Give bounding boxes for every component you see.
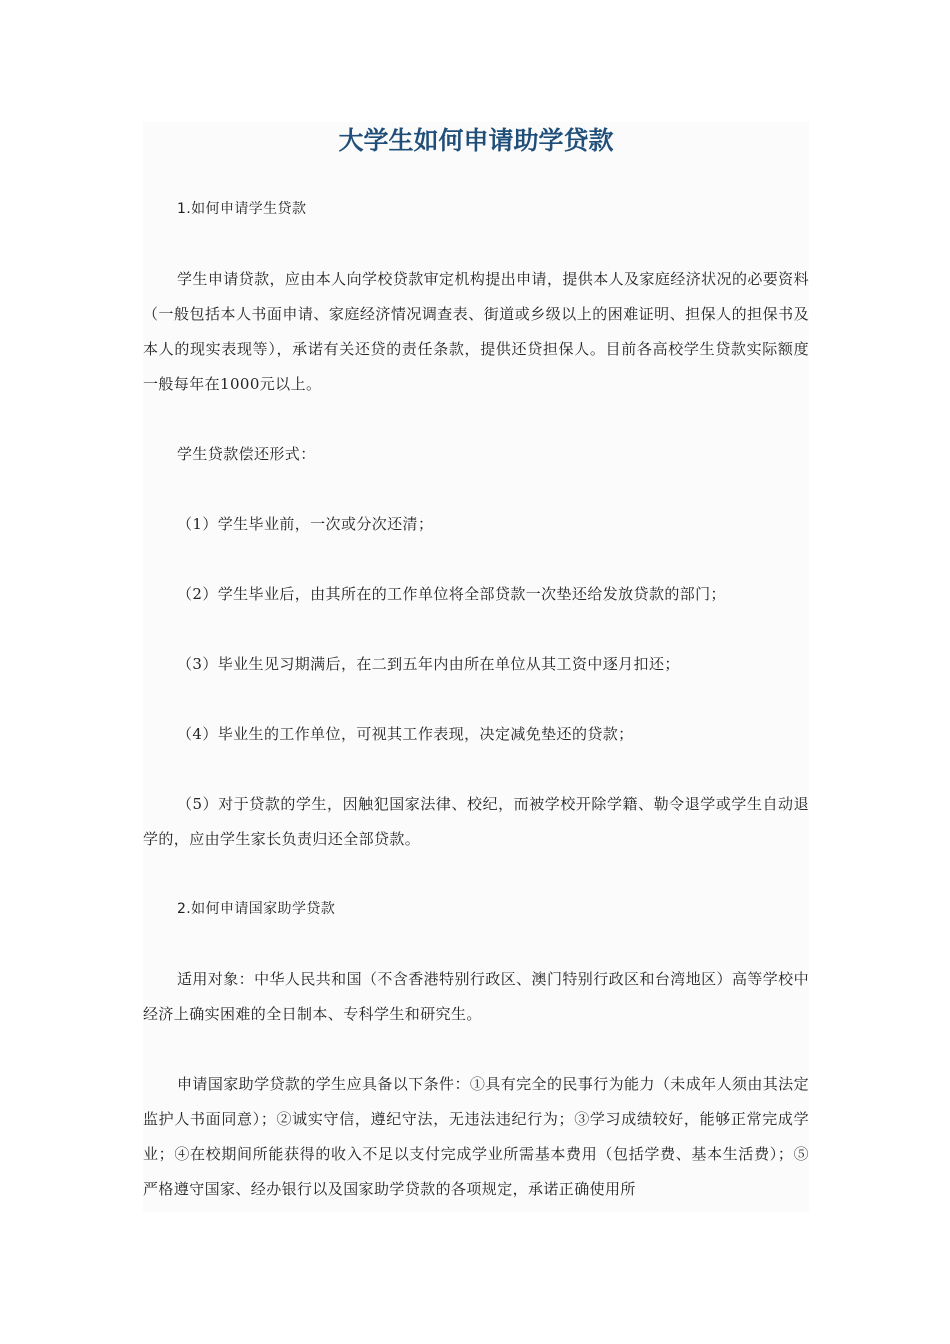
list-item-repayment-4: （4）毕业生的工作单位，可视其工作表现，决定减免垫还的贷款； [177,725,634,743]
list-item-repayment-1: （1）学生毕业前，一次或分次还清； [177,515,434,533]
list-item-repayment-5: （5）对于贷款的学生，因触犯国家法律、校纪，而被学校开除学籍、勒令退学或学生自动退学的，应由学生家长负责归还全部贷款。 [143,795,809,848]
section-heading-national-loan: 2.如何申请国家助学贷款 [177,901,336,917]
section-heading-student-loan: 1.如何申请学生贷款 [177,201,307,217]
document-body [143,192,809,1207]
document-content-panel [143,122,809,1212]
paragraph-eligible-applicants: 适用对象：中华人民共和国（不含香港特别行政区、澳门特别行政区和台湾地区）高等学校中经济上确实困难的全日制本、专科学生和研究生。 [143,970,809,1023]
paragraph-application-conditions: 申请国家助学贷款的学生应具备以下条件：①具有完全的民事行为能力（未成年人须由其法定监护人书面同意）；②诚实守信，遵纪守法，无违法违纪行为；③学习成绩较好，能够正常完成学业；④在校期间所能获得的收入不足以支付完成学业所需基本费用（包括学费、基本生活费）；⑤严格遵守国家、经办银行以及国家助学贷款的各项规定，承诺正确使用所 [143,1075,809,1198]
list-item-repayment-3: （3）毕业生见习期满后，在二到五年内由所在单位从其工资中逐月扣还； [177,655,680,673]
list-item-repayment-2: （2）学生毕业后，由其所在的工作单位将全部贷款一次垫还给发放贷款的部门； [177,585,726,603]
paragraph-repayment-forms: 学生贷款偿还形式： [177,445,316,463]
document-title: 大学生如何申请助学贷款 [338,126,614,155]
paragraph-application-process: 学生申请贷款，应由本人向学校贷款审定机构提出申请，提供本人及家庭经济状况的必要资料（一般包括本人书面申请、家庭经济情况调查表、街道或乡级以上的困难证明、担保人的担保书及本人的现实表现等），承诺有关还贷的责任条款，提供还贷担保人。目前各高校学生贷款实际额度一般每年在1000元以上。 [143,270,809,393]
